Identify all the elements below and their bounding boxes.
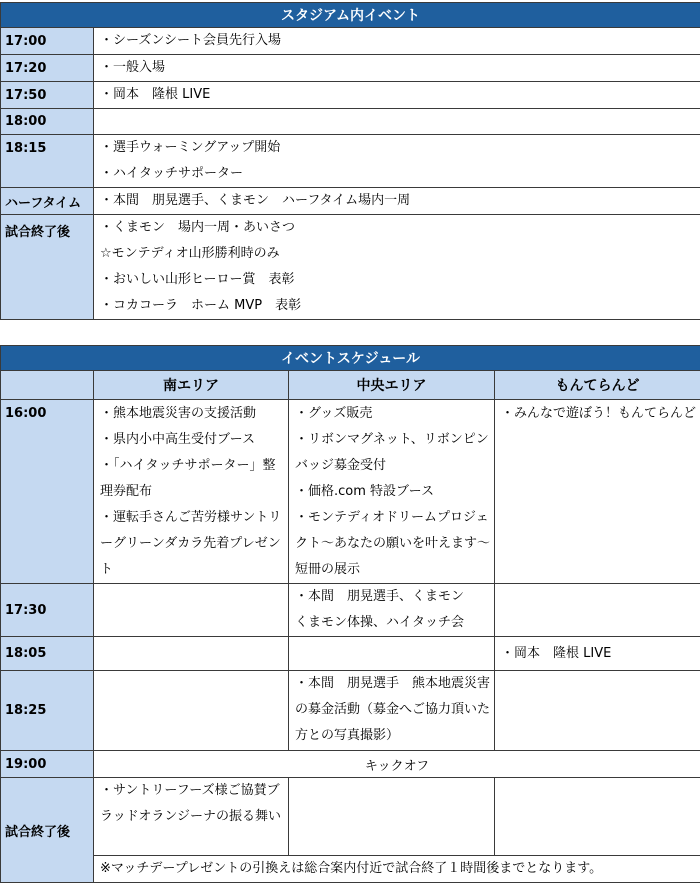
table-row: [1, 28, 700, 55]
time-cell: 18:00: [1, 109, 94, 135]
table-row: [1, 637, 700, 671]
event-item: ・おいしい山形ヒーロー賞 表彰: [100, 272, 295, 287]
empty-cell: [495, 671, 700, 751]
event-item: ・ハイタッチサポーター: [100, 166, 244, 181]
event-item: ・一般入場: [100, 60, 166, 75]
table-row: [1, 400, 700, 584]
table-row: [1, 135, 700, 188]
event-item: ・サントリーフーズ様ご協賛ブラッドオランジーナの振る舞い: [100, 783, 282, 824]
table-row: [1, 109, 700, 135]
time-cell: 17:20: [1, 55, 94, 82]
event-schedule-title: イベントスケジュール: [1, 346, 700, 371]
time-cell: ハーフタイム: [1, 188, 94, 215]
empty-cell: [94, 671, 289, 751]
column-header-row: [1, 371, 700, 400]
event-item: ・グッズ販売: [295, 406, 373, 421]
table-row: [1, 215, 700, 320]
note-text: ※マッチデープレゼントの引換えは総合案内付近で試合終了１時間後までとなります。: [100, 861, 603, 876]
table-row: [1, 778, 700, 856]
event-item: ・モンテディオドリームプロジェクト～あなたの願いを叶えます～短冊の展示: [295, 510, 491, 577]
empty-cell: [495, 584, 700, 637]
event-item: ・みんなで遊ぼう！もんてらんど: [501, 406, 697, 421]
empty-cell: [94, 637, 289, 671]
time-cell: 17:50: [1, 82, 94, 109]
corner-cell: [1, 371, 94, 400]
column-header-south: 南エリア: [94, 371, 289, 400]
empty-cell: [94, 584, 289, 637]
event-item: ・選手ウォーミングアップ開始: [100, 140, 281, 155]
empty-cell: [289, 778, 495, 856]
empty-cell: [495, 778, 700, 856]
event-item: ・県内小中高生受付ブース: [100, 432, 255, 447]
table-row: [1, 55, 700, 82]
table-row: [1, 82, 700, 109]
stadium-event-title: スタジアム内イベント: [1, 3, 700, 28]
column-header-center: 中央エリア: [289, 371, 495, 400]
event-item: ・熊本地震災害の支援活動: [100, 406, 257, 421]
event-item: ・くまモン 場内一周・あいさつ: [100, 220, 296, 235]
stadium-event-table: [0, 2, 700, 320]
event-item: ・コカコーラ ホーム MVP 表彰: [100, 298, 302, 313]
empty-cell: [289, 637, 495, 671]
event-item: ・リボンマグネット、リボンピンバッジ募金受付: [295, 432, 489, 473]
kickoff-cell: キックオフ: [94, 751, 700, 778]
time-cell: 18:25: [1, 671, 94, 751]
column-header-monte: もんてらんど: [495, 371, 700, 400]
table-row: [1, 751, 700, 778]
event-item: ・本間 朋晃選手、くまモン: [295, 589, 465, 604]
event-item: ☆モンテディオ山形勝利時のみ: [100, 246, 280, 261]
event-item: ・運転手さんご苦労様サントリーグリーンダカラ先着プレゼント: [100, 510, 282, 577]
note-row: [1, 856, 700, 883]
empty-cell: [94, 109, 700, 135]
event-item: ・シーズンシート会員先行入場: [100, 33, 282, 48]
table-row: [1, 188, 700, 215]
time-cell: 試合終了後: [1, 215, 94, 320]
event-item: ・「ハイタッチサポーター」整理券配布: [100, 458, 276, 499]
table-row: [1, 671, 700, 751]
event-item: ・本間 朋晃選手、くまモン ハーフタイム場内一周: [100, 193, 411, 208]
event-item: ・岡本 隆根 LIVE: [501, 645, 612, 661]
table-row: [1, 584, 700, 637]
time-cell: 試合終了後: [1, 778, 94, 883]
event-item: ・価格.com 特設ブース: [295, 484, 434, 499]
event-item: ・岡本 隆根 LIVE: [100, 87, 211, 102]
event-item: くまモン体操、ハイタッチ会: [295, 615, 465, 630]
time-cell: 16:00: [1, 400, 94, 584]
time-cell: 18:05: [1, 637, 94, 671]
event-schedule-table: [0, 345, 700, 883]
time-cell: 19:00: [1, 751, 94, 778]
time-cell: 18:15: [1, 135, 94, 188]
time-cell: 17:30: [1, 584, 94, 637]
time-cell: 17:00: [1, 28, 94, 55]
event-item: ・本間 朋晃選手 熊本地震災害の募金活動（募金へご協力頂いた方との写真撮影）: [295, 676, 491, 743]
